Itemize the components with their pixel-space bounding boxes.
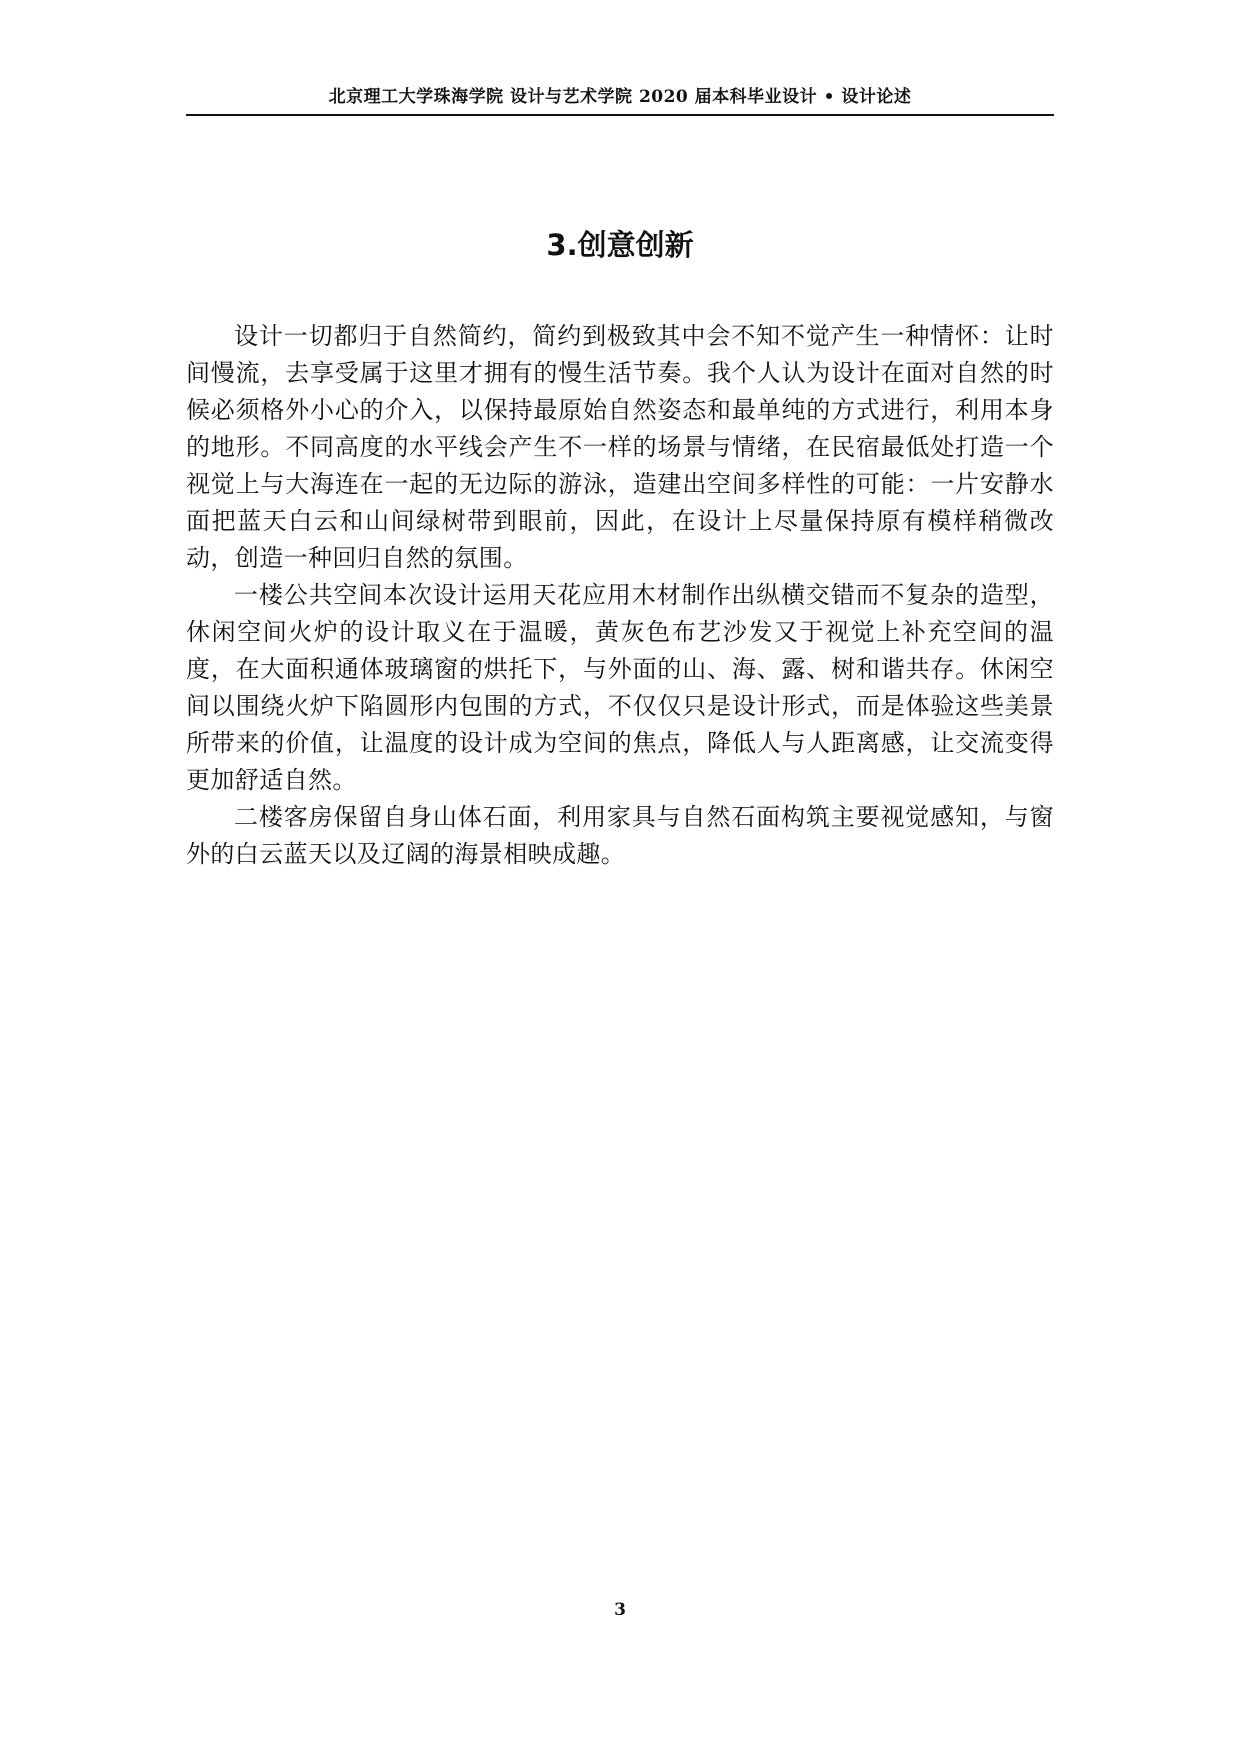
body-paragraph-1: 设计一切都归于自然简约，简约到极致其中会不知不觉产生一种情怀：让时间慢流，去享受属于这里才拥有的慢生活节奏。我个人认为设计在面对自然的时候必须格外小心的介入，以保持最原始自然姿态和最单纯的方式进行，利用本身的地形。不同高度的水平线会产生不一样的场景与情绪，在民宿最低处打造一个视觉上与大海连在一起的无边际的游泳，造建出空间多样性的可能：一片安静水面把蓝天白云和山间绿树带到眼前，因此，在设计上尽量保持原有模样稍微改动，创造一种回归自然的氛围。 — [186, 322, 1054, 572]
section-title: 3.创意创新 — [546, 228, 694, 262]
section-body — [186, 318, 1054, 873]
body-paragraph-3: 二楼客房保留自身山体石面，利用家具与自然石面构筑主要视觉感知，与窗外的白云蓝天以及辽阔的海景相映成趣。 — [186, 803, 1054, 868]
running-header: 北京理工大学珠海学院 设计与艺术学院 2020 届本科毕业设计 • 设计论述 — [328, 87, 912, 107]
body-paragraph-2: 一楼公共空间本次设计运用天花应用木材制作出纵横交错而不复杂的造型，休闲空间火炉的设计取义在于温暖，黄灰色布艺沙发又于视觉上补充空间的温度，在大面积通体玻璃窗的烘托下，与外面的山、海、露、树和谐共存。休闲空间以围绕火炉下陷圆形内包围的方式，不仅仅只是设计形式，而是体验这些美景所带来的价值，让温度的设计成为空间的焦点，降低人与人距离感，让交流变得更加舒适自然。 — [186, 581, 1054, 794]
page-number: 3 — [614, 1600, 626, 1620]
header-divider — [186, 114, 1054, 116]
